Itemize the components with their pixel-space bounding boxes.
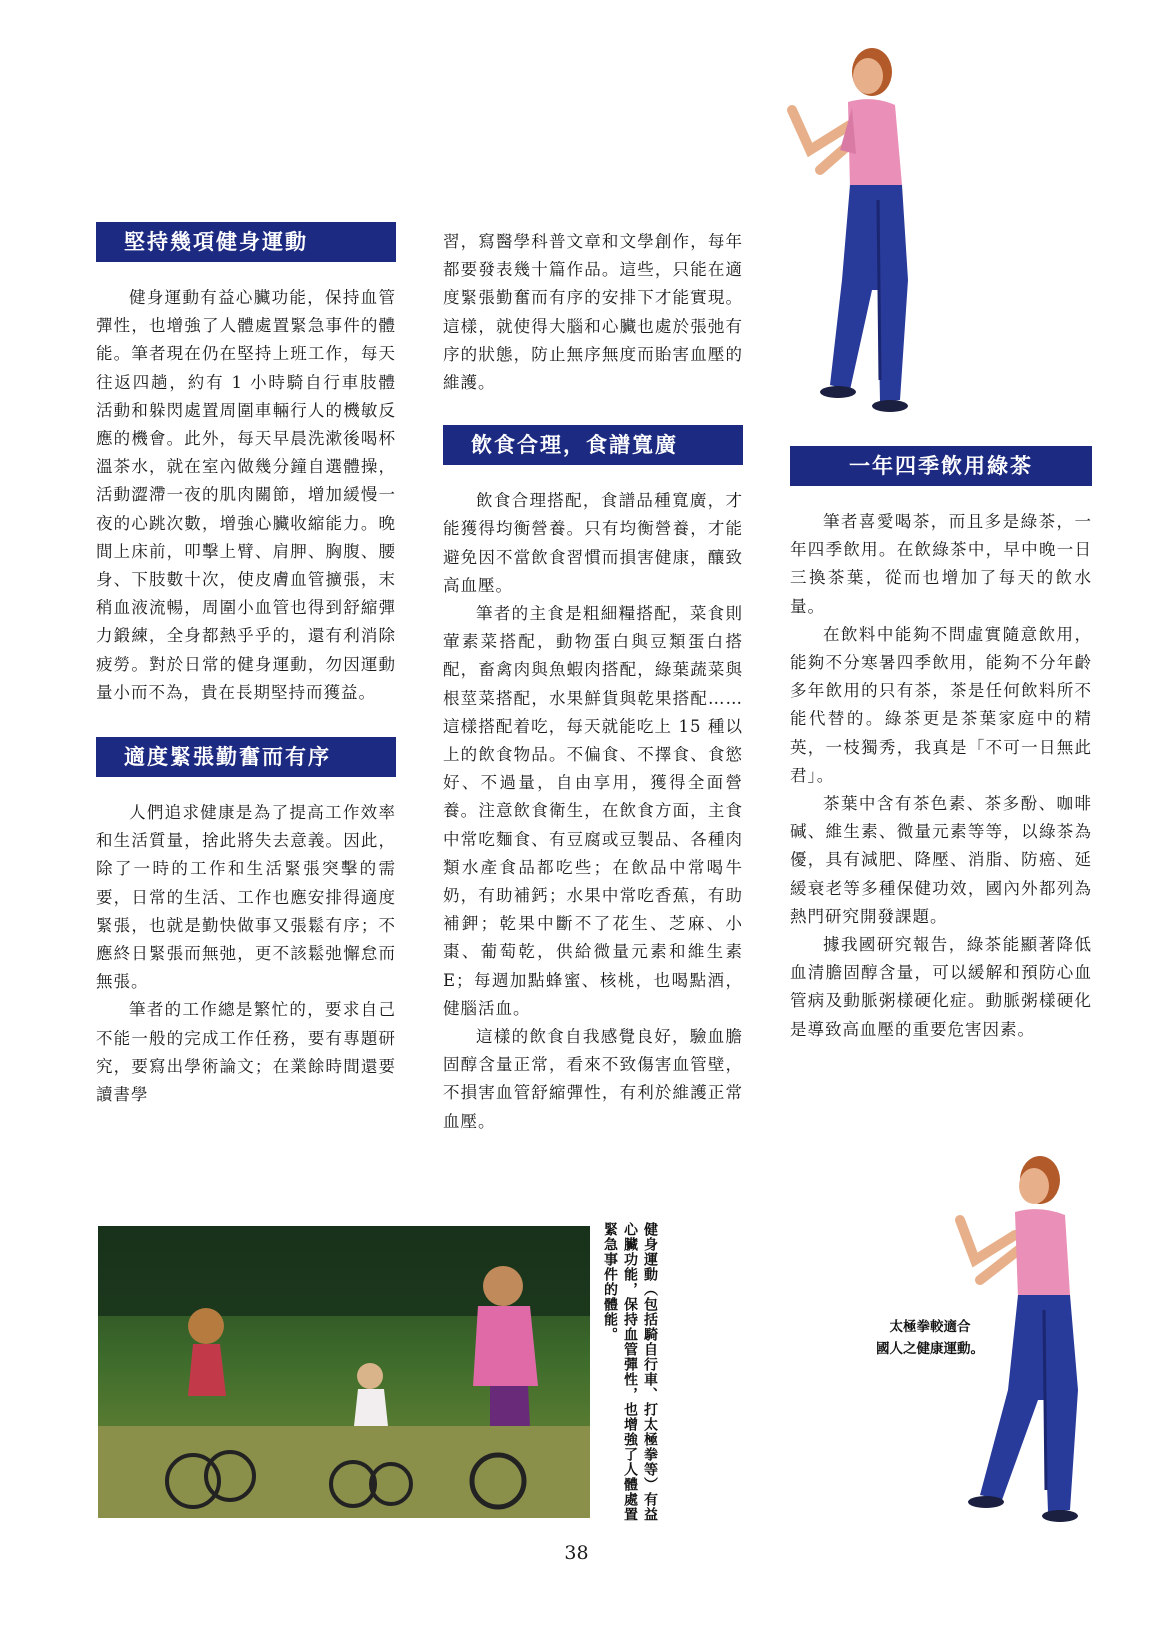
cycling-caption: 健身運動（包括騎自行車、打太極拳等）有益心臟功能，保持血管彈性，也增強了人體處置緊急事件的體能。 — [602, 1222, 658, 1522]
paragraph: 習，寫醫學科普文章和文學創作，每年都要發表幾十篇作品。這些，只能在適度緊張勤奮而有序的安排下才能實現。這樣，就使得大腦和心臟也處於張弛有序的狀態，防止無序無度而貽害血壓的維護。 — [443, 232, 743, 393]
paragraph: 筆者喜愛喝茶，而且多是綠茶，一年四季飲用。在飲綠茶中，早中晚一日三換茶葉，從而也增加了每天的飲水量。 — [790, 512, 1092, 616]
paragraph: 在飲料中能夠不問虛實隨意飲用，能夠不分寒暑四季飲用，能夠不分年齡多年飲用的只有茶，茶是任何飲料所不能代替的。綠茶更是茶葉家庭中的精英，一枝獨秀，我真是「不可一日無此君」。 — [790, 624, 1092, 785]
section-heading-exercise: 堅持幾項健身運動 — [96, 222, 396, 262]
section-heading-diet: 飲食合理，食譜寬廣 — [443, 425, 743, 465]
taichi-caption-line: 國人之健康運動。 — [876, 1341, 984, 1357]
column-1 — [96, 222, 396, 1109]
paragraph: 這樣的飲食自我感覺良好，驗血膽固醇含量正常，看來不致傷害血管壁，不損害血管舒縮彈性，有利於維護正常血壓。 — [443, 1027, 743, 1131]
taichi-caption — [850, 1316, 1010, 1360]
paragraph: 健身運動有益心臟功能，保持血管彈性，也增強了人體處置緊急事件的體能。筆者現在仍在堅持上班工作，每天往返四趟，約有 1 小時騎自行車肢體活動和躲閃處置周圍車輛行人的機敏反應的機會。此外，每天早晨洗漱後喝杯溫茶水，就在室內做幾分鐘自選體操，活動澀滯一夜的肌肉關節，增加緩慢一夜的心跳次數，增強心臟收縮能力。晚間上床前，叩擊上臂、肩胛、胸腹、腰身、下肢數十次，使皮膚血管擴張，末稍血液流暢，周圍小血管也得到舒縮彈力鍛練，全身都熱乎乎的，還有利消除疲勞。對於日常的健身運動，勿因運動量小而不為，貴在長期堅持而獲益。 — [96, 288, 396, 702]
section-heading-tension: 適度緊張勤奮而有序 — [96, 737, 396, 777]
paragraph: 筆者的主食是粗細糧搭配，菜食則葷素菜搭配，動物蛋白與豆類蛋白搭配，畜禽肉與魚蝦肉搭配，綠葉蔬菜與根莖菜搭配，水果鮮貨與乾果搭配……這樣搭配着吃，每天就能吃上 15 種以上的飲食物品。不偏食、不擇食、食慾好、不過量，自由享用，獲得全面營養。注意飲食衛生，在飲食方面，主食中常吃麵食、有豆腐或豆製品、各種肉類水產食品都吃些；在飲品中常喝牛奶，有助補鈣；水果中常吃香蕉，有助補鉀；乾果中斷不了花生、芝麻、小棗、葡萄乾，供給微量元素和維生素 E；每週加點蜂蜜、核桃，也喝點酒，健腦活血。 — [443, 604, 743, 1018]
section-heading-tea: 一年四季飲用綠茶 — [790, 446, 1092, 486]
paragraph: 筆者的工作總是繁忙的，要求自己不能一般的完成工作任務，要有專題研究，要寫出學術論文；在業餘時間還要讀書學 — [96, 1000, 396, 1105]
paragraph: 飲食合理搭配，食譜品種寬廣，才能獲得均衡營養。只有均衡營養，才能避免因不當飲食習慣而損害健康，釀致高血壓。 — [443, 491, 743, 595]
cycling-photo — [98, 1226, 590, 1518]
page-number: 38 — [564, 1542, 589, 1564]
paragraph: 人們追求健康是為了提高工作效率和生活質量，捨此將失去意義。因此，除了一時的工作和生活緊張突擊的需要，日常的生活、工作也應安排得適度緊張，也就是勤快做事又張鬆有序；不應終日緊張而無弛，更不該鬆弛懈怠而無張。 — [96, 803, 396, 992]
taichi-caption-line: 太極拳較適合 — [889, 1319, 971, 1335]
paragraph: 茶葉中含有茶色素、茶多酚、咖啡碱、維生素、微量元素等等，以綠茶為優，具有減肥、降壓、消脂、防癌、延緩衰老等多種保健功效，國內外都列為熱門研究開發課題。 — [790, 794, 1092, 926]
column-3 — [790, 446, 1092, 1044]
taichi-figure-top — [780, 40, 940, 420]
paragraph: 據我國研究報告，綠茶能顯著降低血清膽固醇含量，可以緩解和預防心血管病及動脈粥樣硬化症。動脈粥樣硬化是導致高血壓的重要危害因素。 — [790, 935, 1092, 1039]
column-2 — [443, 228, 743, 1136]
